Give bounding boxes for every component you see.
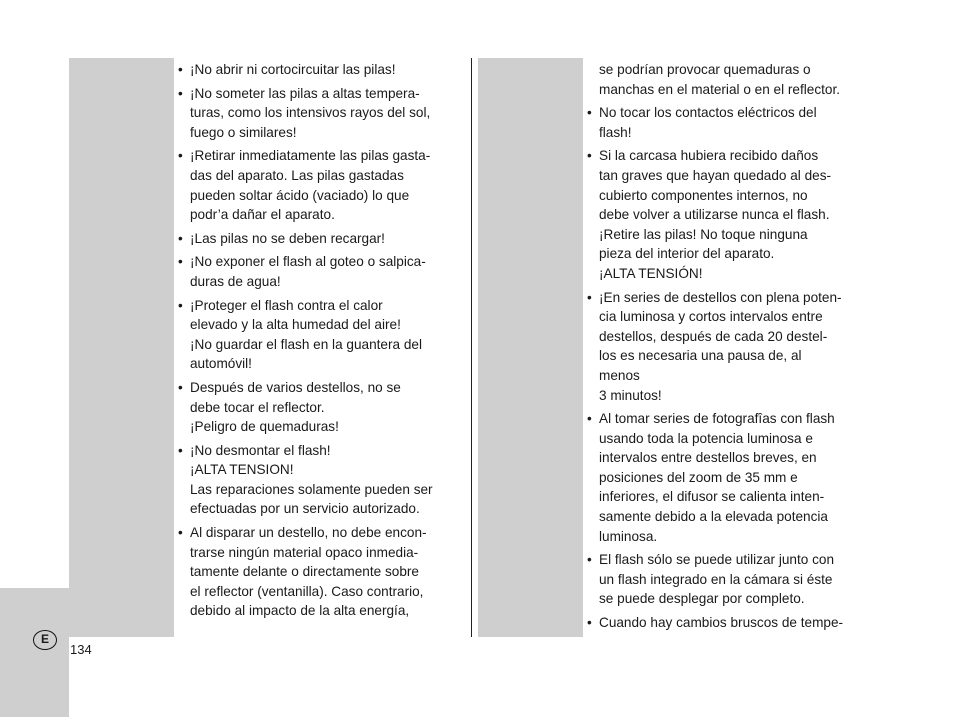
text-line: tamente delante o directamente sobre: [190, 564, 419, 580]
bullet-item: [178, 378, 468, 437]
bullet-mark: •: [587, 552, 592, 568]
text-line: Cuando hay cambios bruscos de tempe-: [599, 615, 844, 631]
text-line: un flash integrado en la cámara si éste: [599, 571, 833, 587]
text-line: Al tomar series de fotografîas con flash: [599, 411, 835, 427]
bullet-mark: •: [178, 62, 183, 77]
text-line: duras de agua!: [190, 273, 281, 289]
text-line: intervalos entre destellos breves, en: [599, 450, 817, 466]
text-line: inferiores, el difusor se calienta inten-: [599, 489, 825, 505]
bullet-item: [587, 550, 879, 609]
text-line: el reflector (ventanilla). Caso contrario,: [190, 583, 424, 599]
bullet-item: [178, 60, 468, 80]
text-line: ¡ALTA TENSIÓN!: [599, 265, 703, 281]
text-line: ¡No guardar el flash en la guantera del: [190, 336, 422, 352]
text-line: No tocar los contactos eléctricos del: [599, 105, 817, 121]
text-line: luminosa.: [599, 528, 658, 544]
language-badge: E: [33, 630, 57, 650]
text-line: posiciones del zoom de 35 mm e: [599, 469, 798, 485]
bullet-item: [587, 60, 879, 99]
text-line: ¡No abrir ni cortocircuitar las pilas!: [190, 62, 396, 77]
right-text-column: [587, 60, 879, 637]
text-line: usando toda la potencia luminosa e: [599, 430, 813, 446]
middle-margin-band: [478, 58, 583, 637]
bullet-mark: •: [587, 105, 592, 121]
text-line: ¡En series de destellos con plena poten-: [599, 289, 842, 305]
text-line: menos: [599, 367, 640, 383]
text-line: trarse ningún material opaco inmedia-: [190, 544, 419, 560]
page-number: 134: [70, 642, 92, 657]
bullet-mark: •: [178, 254, 183, 270]
text-line: das del aparato. Las pilas gastadas: [190, 167, 404, 183]
text-line: ¡Proteger el flash contra el calor: [190, 297, 383, 313]
text-line: automóvil!: [190, 356, 252, 372]
bullet-item: [587, 288, 879, 406]
bullet-mark: •: [178, 525, 183, 541]
bullet-item: [178, 441, 468, 519]
text-line: debido al impacto de la alta energía,: [190, 603, 410, 619]
bullet-mark: •: [587, 615, 592, 631]
text-line: turas, como los intensivos rayos del sol,: [190, 105, 431, 121]
text-line: Las reparaciones solamente pueden ser: [190, 481, 433, 497]
bullet-mark: •: [178, 230, 183, 246]
bullet-item: [178, 229, 468, 249]
bullet-item: [178, 523, 468, 621]
bullet-item: [178, 296, 468, 374]
bullet-mark: •: [178, 442, 183, 458]
text-line: ¡Retire las pilas! No toque ninguna: [599, 226, 808, 242]
bullet-item: [178, 84, 468, 143]
text-line: ¡ALTA TENSION!: [190, 462, 294, 478]
text-line: 3 minutos!: [599, 387, 662, 403]
text-line: fuego o similares!: [190, 124, 297, 140]
text-line: ¡No exponer el flash al goteo o salpica-: [190, 254, 426, 270]
text-line: debe tocar el reflector.: [190, 399, 325, 415]
text-line: ¡Peligro de quemaduras!: [190, 419, 339, 435]
text-line: efectuadas por un servicio autorizado.: [190, 501, 420, 517]
text-line: destellos, después de cada 20 destel-: [599, 328, 828, 344]
text-line: cubierto componentes internos, no: [599, 187, 808, 203]
text-line: Al disparar un destello, no debe encon-: [190, 525, 427, 541]
text-line: manchas en el material o en el reflector.: [599, 81, 841, 97]
corner-tab-band: [0, 588, 69, 717]
bullet-mark: •: [587, 148, 592, 164]
bullet-item: [587, 103, 879, 142]
text-line: cia luminosa y cortos intervalos entre: [599, 309, 823, 325]
bullet-mark: •: [587, 411, 592, 427]
bullet-item: [587, 613, 879, 633]
text-line: ¡No someter las pilas a altas tempera-: [190, 85, 420, 101]
text-line: samente debido a la elevada potencia: [599, 509, 828, 525]
bullet-item: [587, 146, 879, 283]
text-line: pieza del interior del aparato.: [599, 246, 775, 262]
text-line: Después de varios destellos, no se: [190, 379, 401, 395]
bullet-item: [178, 146, 468, 224]
bullet-mark: •: [178, 297, 183, 313]
text-line: ¡Retirar inmediatamente las pilas gasta-: [190, 148, 431, 164]
text-line: podr’a dañar el aparato.: [190, 207, 335, 223]
text-line: ¡No desmontar el flash!: [190, 442, 331, 458]
bullet-item: [178, 252, 468, 291]
text-line: pueden soltar ácido (vaciado) lo que: [190, 187, 410, 203]
bullet-mark: •: [178, 85, 183, 101]
text-line: elevado y la alta humedad del aire!: [190, 317, 401, 333]
text-line: El flash sólo se puede utilizar junto con: [599, 552, 835, 568]
bullet-mark: •: [587, 289, 592, 305]
left-text-column: [178, 60, 468, 625]
text-line: se podrían provocar quemaduras o: [599, 62, 811, 77]
left-margin-band: [69, 58, 174, 637]
text-line: los es necesaria una pausa de, al: [599, 348, 802, 364]
bullet-mark: •: [178, 379, 183, 395]
text-line: flash!: [599, 124, 632, 140]
text-line: tan graves que hayan quedado al des-: [599, 167, 832, 183]
text-line: Si la carcasa hubiera recibido daños: [599, 148, 819, 164]
text-line: se puede desplegar por completo.: [599, 591, 805, 607]
column-divider: [471, 58, 472, 637]
text-line: ¡Las pilas no se deben recargar!: [190, 230, 385, 246]
bullet-item: [587, 409, 879, 546]
text-line: debe volver a utilizarse nunca el flash.: [599, 207, 830, 223]
bullet-mark: •: [178, 148, 183, 164]
